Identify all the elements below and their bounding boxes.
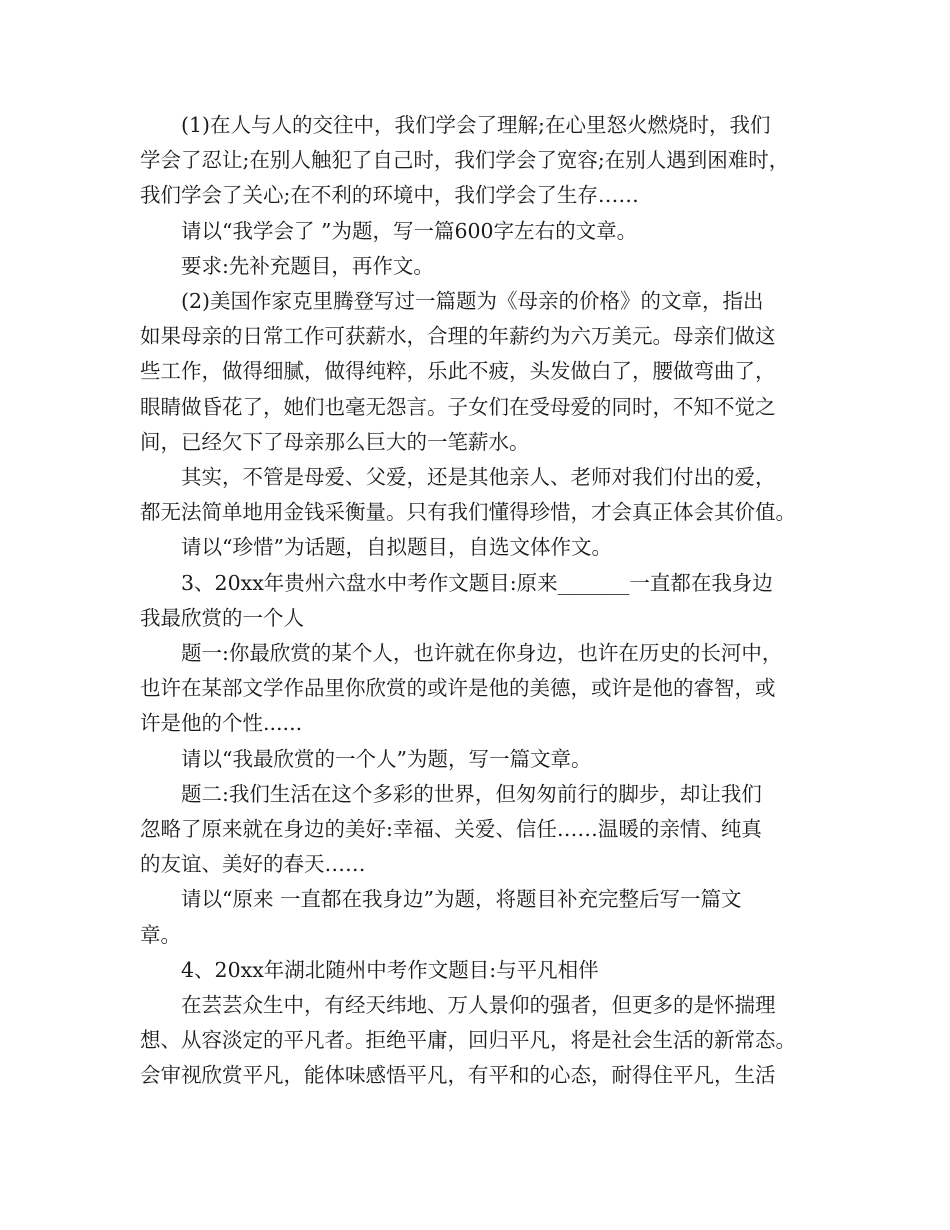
paragraph-line: 会审视欣赏平凡，能体味感悟平凡，有平和的心态，耐得住平凡，生活 bbox=[140, 1063, 776, 1088]
paragraph-line: 的友谊、美好的春天…… bbox=[140, 852, 366, 877]
paragraph-line: (2)美国作家克里腾登写过一篇题为《母亲的价格》的文章，指出 bbox=[181, 289, 764, 314]
paragraph-line: 学会了忍让;在别人触犯了自己时，我们学会了宽容;在别人遇到困难时， bbox=[140, 148, 790, 173]
paragraph-line: 忽略了原来就在身边的美好:幸福、关爱、信任……温暖的亲情、纯真 bbox=[140, 817, 762, 842]
paragraph-line: 请以“我学会了 ”为题，写一篇600字左右的文章。 bbox=[181, 218, 638, 243]
paragraph-line: 要求:先补充题目，再作文。 bbox=[181, 253, 434, 278]
paragraph-line: 4、20xx年湖北随州中考作文题目:与平凡相伴 bbox=[181, 957, 599, 982]
paragraph-12 bbox=[140, 953, 840, 988]
paragraph-line: 在芸芸众生中，有经天纬地、万人景仰的强者，但更多的是怀揣理 bbox=[181, 993, 776, 1018]
paragraph-line: 其实，不管是母爱、父爱，还是其他亲人、老师对我们付出的爱， bbox=[181, 465, 776, 490]
paragraph-line: 章。 bbox=[140, 922, 181, 947]
paragraph-line: 我最欣赏的一个人 bbox=[140, 605, 304, 630]
paragraph-1 bbox=[140, 108, 840, 214]
paragraph-line: 我们学会了关心;在不利的环境中，我们学会了生存…… bbox=[140, 183, 639, 208]
paragraph-13 bbox=[140, 988, 840, 1094]
paragraph-line: 3、20xx年贵州六盘水中考作文题目:原来_______一直都在我身边 bbox=[181, 570, 773, 595]
paragraph-line: (1)在人与人的交往中，我们学会了理解;在心里怒火燃烧时，我们 bbox=[181, 113, 771, 137]
paragraph-line: 请以“珍惜”为话题，自拟题目，自选文体作文。 bbox=[181, 535, 612, 560]
paragraph-line: 题二:我们生活在这个多彩的世界，但匆匆前行的脚步，却让我们 bbox=[181, 781, 762, 806]
paragraph-5 bbox=[140, 460, 840, 530]
paragraph-line: 想、从容淡定的平凡者。拒绝平庸，回归平凡，将是社会生活的新常态。 bbox=[140, 1028, 796, 1053]
paragraph-line: 也许在某部文学作品里你欣赏的或许是他的美德，或许是他的睿智，或 bbox=[140, 676, 776, 701]
paragraph-10 bbox=[140, 777, 840, 883]
paragraph-line: 些工作，做得细腻，做得纯粹，乐此不疲，头发做白了，腰做弯曲了， bbox=[140, 359, 776, 384]
paragraph-line: 眼睛做昏花了，她们也毫无怨言。子女们在受母爱的同时，不知不觉之 bbox=[140, 394, 776, 419]
paragraph-line: 题一:你最欣赏的某个人，也许就在你身边，也许在历史的长河中， bbox=[181, 641, 783, 666]
paragraph-line: 请以“我最欣赏的一个人”为题，写一篇文章。 bbox=[181, 746, 592, 771]
paragraph-3 bbox=[140, 249, 840, 284]
paragraph-9 bbox=[140, 742, 840, 777]
paragraph-line: 请以“原来 一直都在我身边”为题，将题目补充完整后写一篇文 bbox=[181, 887, 742, 912]
paragraph-line: 如果母亲的日常工作可获薪水，合理的年薪约为六万美元。母亲们做这 bbox=[140, 324, 776, 349]
paragraph-7 bbox=[140, 566, 840, 636]
paragraph-line: 许是他的个性...... bbox=[140, 711, 303, 736]
paragraph-2 bbox=[140, 214, 840, 249]
paragraph-4 bbox=[140, 284, 840, 460]
paragraph-line: 都无法简单地用金钱采衡量。只有我们懂得珍惜，才会真正体会其价值。 bbox=[140, 500, 796, 525]
document-body bbox=[140, 108, 840, 1094]
paragraph-11 bbox=[140, 882, 840, 952]
paragraph-6 bbox=[140, 530, 840, 565]
paragraph-line: 间，已经欠下了母亲那么巨大的一笔薪水。 bbox=[140, 429, 530, 454]
paragraph-8 bbox=[140, 636, 840, 742]
